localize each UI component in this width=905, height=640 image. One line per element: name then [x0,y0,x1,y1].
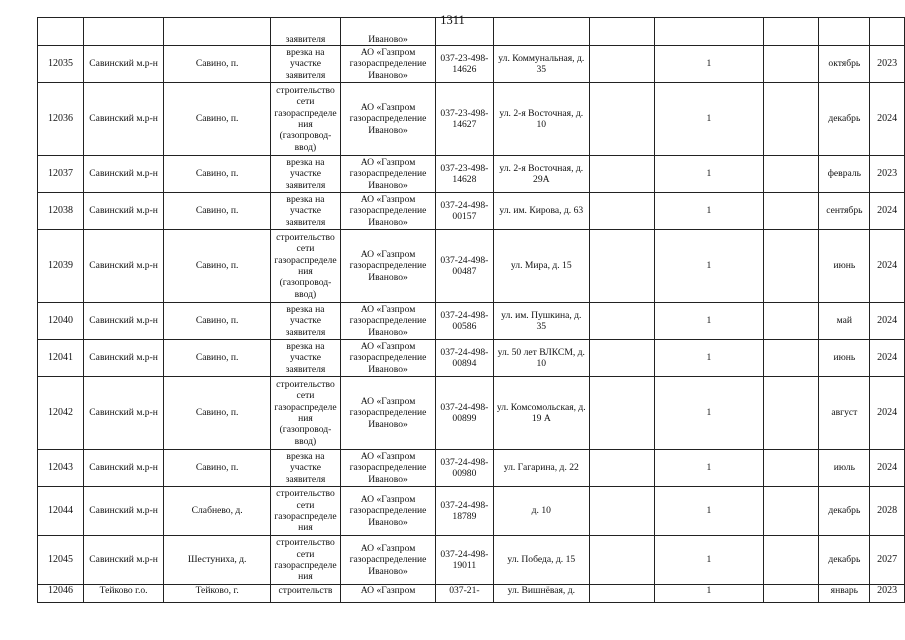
cell-district: Савинский м.р-н [84,156,164,193]
cell-id: 12046 [38,585,84,603]
cell-c10 [764,18,819,46]
cell-c10 [764,230,819,303]
cell-c10 [764,303,819,340]
table-row-continuation [38,18,905,46]
cell-org: АО «Газпром газораспределение Иваново» [340,156,435,193]
cell-code: 037-23-498-14627 [436,83,493,156]
cell-c9: 1 [654,193,764,230]
cell-c10 [764,377,819,450]
cell-c9: 1 [654,450,764,487]
cell-id: 12036 [38,83,84,156]
cell-address [493,18,589,46]
cell-year [870,18,905,46]
cell-year: 2024 [870,193,905,230]
cell-c9: 1 [654,83,764,156]
cell-c10 [764,450,819,487]
cell-work: строительство сети газораспределения (газопровод-ввод) [271,83,341,156]
cell-month: октябрь [819,46,870,83]
cell-work: врезка на участке заявителя [271,46,341,83]
cell-year: 2024 [870,377,905,450]
cell-year: 2024 [870,83,905,156]
cell-id: 12042 [38,377,84,450]
table-row [38,340,905,377]
cell-c8 [590,487,655,536]
cell-c9: 1 [654,230,764,303]
gas-connection-table [37,17,905,603]
cell-address: ул. Вишнёвая, д. [493,585,589,603]
cell-c10 [764,585,819,603]
cell-code: 037-24-498-00586 [436,303,493,340]
cell-work: строительство сети газораспределения (газопровод-ввод) [271,230,341,303]
cell-id: 12037 [38,156,84,193]
cell-address: ул. 50 лет ВЛКСМ, д. 10 [493,340,589,377]
cell-locality: Савино, п. [164,230,271,303]
cell-code: 037-24-498-00487 [436,230,493,303]
cell-org: Иваново» [340,18,435,46]
cell-work: врезка на участке заявителя [271,193,341,230]
cell-month: июнь [819,340,870,377]
cell-locality: Савино, п. [164,450,271,487]
cell-c8 [590,18,655,46]
cell-district: Савинский м.р-н [84,340,164,377]
cell-address: ул. 2-я Восточная, д. 10 [493,83,589,156]
cell-id: 12041 [38,340,84,377]
cell-district: Савинский м.р-н [84,193,164,230]
cell-c8 [590,536,655,585]
cell-c8 [590,46,655,83]
cell-address: ул. Победа, д. 15 [493,536,589,585]
table-row [38,83,905,156]
cell-year: 2028 [870,487,905,536]
cell-c9: 1 [654,377,764,450]
cell-id: 12040 [38,303,84,340]
cell-address: ул. Мира, д. 15 [493,230,589,303]
cell-org: АО «Газпром газораспределение Иваново» [340,193,435,230]
cell-address: ул. им. Кирова, д. 63 [493,193,589,230]
cell-org: АО «Газпром газораспределение Иваново» [340,83,435,156]
cell-month: февраль [819,156,870,193]
cell-org: АО «Газпром газораспределение Иваново» [340,450,435,487]
cell-district: Савинский м.р-н [84,450,164,487]
cell-id: 12038 [38,193,84,230]
cell-district: Савинский м.р-н [84,377,164,450]
cell-year: 2023 [870,156,905,193]
cell-c8 [590,303,655,340]
page-number: 1311 [440,13,465,27]
cell-c10 [764,46,819,83]
cell-c10 [764,536,819,585]
cell-code: 037-24-498-00894 [436,340,493,377]
cell-month: сентябрь [819,193,870,230]
cell-c9 [654,18,764,46]
cell-work: врезка на участке заявителя [271,156,341,193]
cell-c10 [764,487,819,536]
cell-locality: Савино, п. [164,83,271,156]
cell-c9: 1 [654,585,764,603]
cell-work: строительство сети газораспределения [271,487,341,536]
cell-org: АО «Газпром газораспределение Иваново» [340,536,435,585]
cell-code [436,18,493,46]
cell-month: декабрь [819,487,870,536]
cell-address: ул. им. Пушкина, д. 35 [493,303,589,340]
cell-locality: Савино, п. [164,377,271,450]
cell-locality [164,18,271,46]
cell-address: д. 10 [493,487,589,536]
cell-id: 12035 [38,46,84,83]
cell-year: 2024 [870,303,905,340]
cell-work: врезка на участке заявителя [271,340,341,377]
cell-locality: Савино, п. [164,156,271,193]
table-row [38,46,905,83]
cell-work: врезка на участке заявителя [271,303,341,340]
cell-c8 [590,83,655,156]
cell-work: заявителя [271,18,341,46]
cell-c8 [590,585,655,603]
cell-work: врезка на участке заявителя [271,450,341,487]
cell-c10 [764,340,819,377]
cell-code: 037-24-498-18789 [436,487,493,536]
cell-district: Савинский м.р-н [84,83,164,156]
cell-id [38,18,84,46]
cell-locality: Савино, п. [164,340,271,377]
cell-c8 [590,450,655,487]
table-row [38,193,905,230]
cell-code: 037-24-498-00980 [436,450,493,487]
cell-month: январь [819,585,870,603]
cell-code: 037-24-498-00899 [436,377,493,450]
cell-c8 [590,230,655,303]
table-row [38,156,905,193]
cell-address: ул. Гагарина, д. 22 [493,450,589,487]
cell-locality: Слабнево, д. [164,487,271,536]
cell-c10 [764,83,819,156]
table-row [38,585,905,603]
cell-code: 037-24-498-19011 [436,536,493,585]
cell-address: ул. Коммунальная, д. 35 [493,46,589,83]
cell-year: 2024 [870,230,905,303]
cell-work: строительство сети газораспределения (газопровод-ввод) [271,377,341,450]
cell-locality: Шестуниха, д. [164,536,271,585]
cell-id: 12045 [38,536,84,585]
cell-code: 037-21- [436,585,493,603]
cell-month: май [819,303,870,340]
cell-c9: 1 [654,536,764,585]
cell-c8 [590,156,655,193]
cell-month [819,18,870,46]
cell-org: АО «Газпром газораспределение Иваново» [340,230,435,303]
cell-district: Савинский м.р-н [84,536,164,585]
cell-c8 [590,340,655,377]
cell-org: АО «Газпром газораспределение Иваново» [340,303,435,340]
cell-year: 2024 [870,450,905,487]
cell-month: декабрь [819,83,870,156]
cell-district: Тейково г.о. [84,585,164,603]
cell-locality: Савино, п. [164,303,271,340]
cell-org: АО «Газпром газораспределение Иваново» [340,377,435,450]
cell-code: 037-23-498-14626 [436,46,493,83]
cell-c9: 1 [654,46,764,83]
cell-work: строительство сети газораспределения [271,536,341,585]
cell-c8 [590,377,655,450]
table-row [38,487,905,536]
cell-c9: 1 [654,487,764,536]
cell-code: 037-23-498-14628 [436,156,493,193]
cell-locality: Савино, п. [164,46,271,83]
cell-c10 [764,156,819,193]
cell-year: 2027 [870,536,905,585]
cell-district [84,18,164,46]
cell-org: АО «Газпром газораспределение Иваново» [340,340,435,377]
cell-district: Савинский м.р-н [84,46,164,83]
cell-code: 037-24-498-00157 [436,193,493,230]
cell-district: Савинский м.р-н [84,230,164,303]
cell-c9: 1 [654,303,764,340]
cell-id: 12044 [38,487,84,536]
cell-month: июль [819,450,870,487]
cell-district: Савинский м.р-н [84,487,164,536]
cell-locality: Савино, п. [164,193,271,230]
cell-org: АО «Газпром газораспределение Иваново» [340,487,435,536]
cell-month: декабрь [819,536,870,585]
cell-id: 12043 [38,450,84,487]
cell-address: ул. 2-я Восточная, д. 29А [493,156,589,193]
table-row [38,230,905,303]
cell-c8 [590,193,655,230]
table-row [38,303,905,340]
cell-year: 2023 [870,46,905,83]
cell-year: 2023 [870,585,905,603]
table-row [38,450,905,487]
cell-locality: Тейково, г. [164,585,271,603]
cell-c9: 1 [654,340,764,377]
cell-address: ул. Комсомольская, д. 19 А [493,377,589,450]
cell-c9: 1 [654,156,764,193]
cell-org: АО «Газпром газораспределение Иваново» [340,46,435,83]
table-row [38,377,905,450]
cell-c10 [764,193,819,230]
table-row [38,536,905,585]
cell-year: 2024 [870,340,905,377]
cell-month: август [819,377,870,450]
cell-district: Савинский м.р-н [84,303,164,340]
cell-month: июнь [819,230,870,303]
cell-id: 12039 [38,230,84,303]
cell-org: АО «Газпром [340,585,435,603]
cell-work: строительств [271,585,341,603]
